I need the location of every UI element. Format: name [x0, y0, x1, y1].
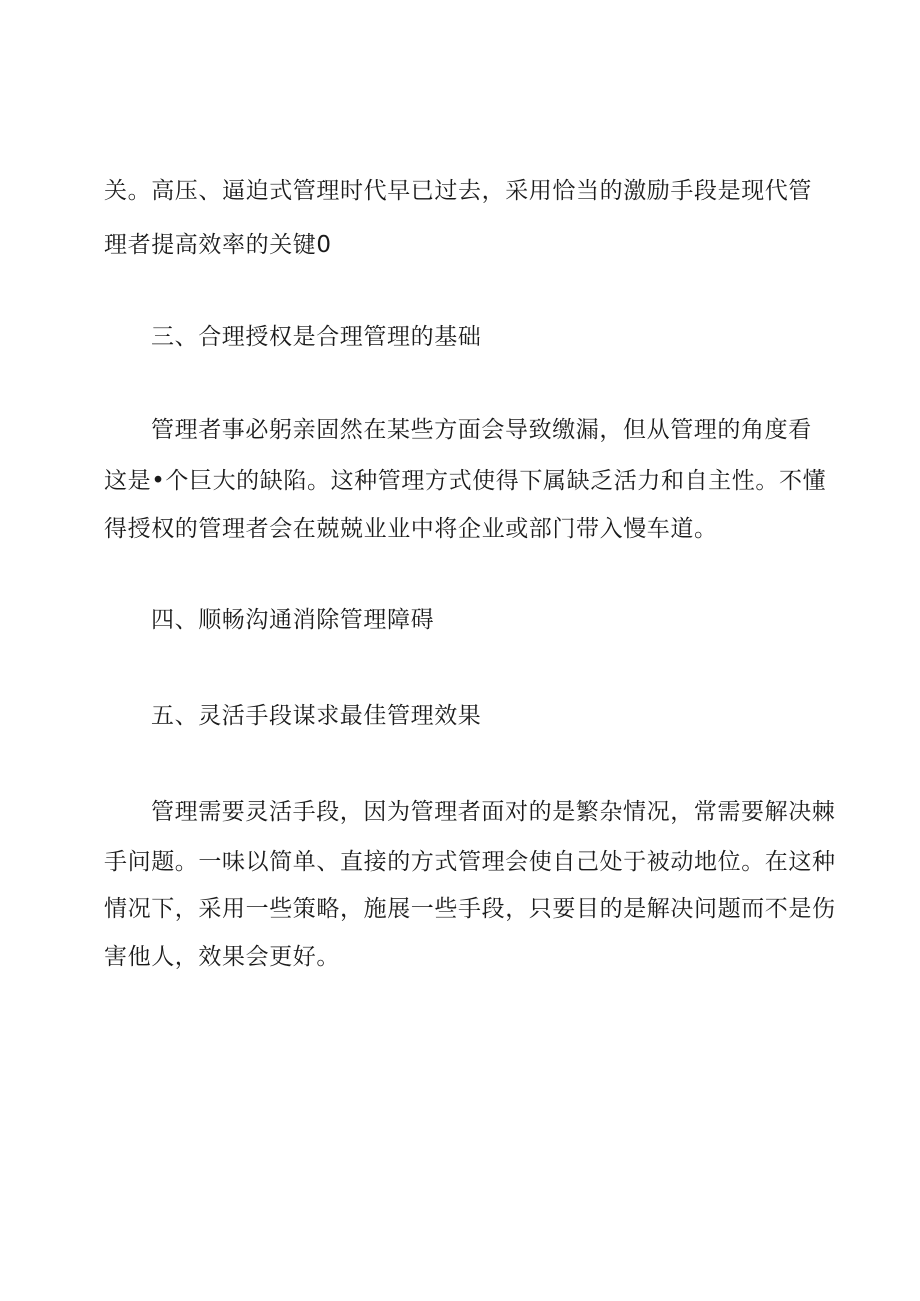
section-3-heading: 三、合理授权是合理管理的基础 [151, 324, 482, 350]
paragraph-1-line-2: 理者提高效率的关键0 [104, 232, 332, 258]
paragraph-1-line-1: 关。高压、逼迫式管理时代早已过去，采用恰当的激励手段是现代管 [104, 178, 812, 204]
paragraph-3-line-1: 管理需要灵活手段，因为管理者面对的是繁杂情况，常需要解决棘 [151, 799, 836, 825]
section-5-heading: 五、灵活手段谋求最佳管理效果 [151, 703, 482, 729]
paragraph-2-line-3: 得授权的管理者会在兢兢业业中将企业或部门带入慢车道。 [104, 516, 718, 542]
paragraph-3-line-3: 情况下，采用一些策略，施展一些手段，只要目的是解决问题而不是伤 [104, 896, 836, 922]
paragraph-2-line-1: 管理者事必躬亲固然在某些方面会导致缴漏，但从管理的角度看 [151, 417, 812, 443]
paragraph-2-line-2: 这是•个巨大的缺陷。这种管理方式使得下属缺乏活力和自主性。不懂 [104, 468, 827, 494]
section-4-heading: 四、顺畅沟通消除管理障碍 [151, 607, 435, 633]
paragraph-3-line-2: 手问题。一味以简单、直接的方式管理会使自己处于被动地位。在这种 [104, 849, 836, 875]
paragraph-3-line-4: 害他人，效果会更好。 [104, 944, 340, 970]
